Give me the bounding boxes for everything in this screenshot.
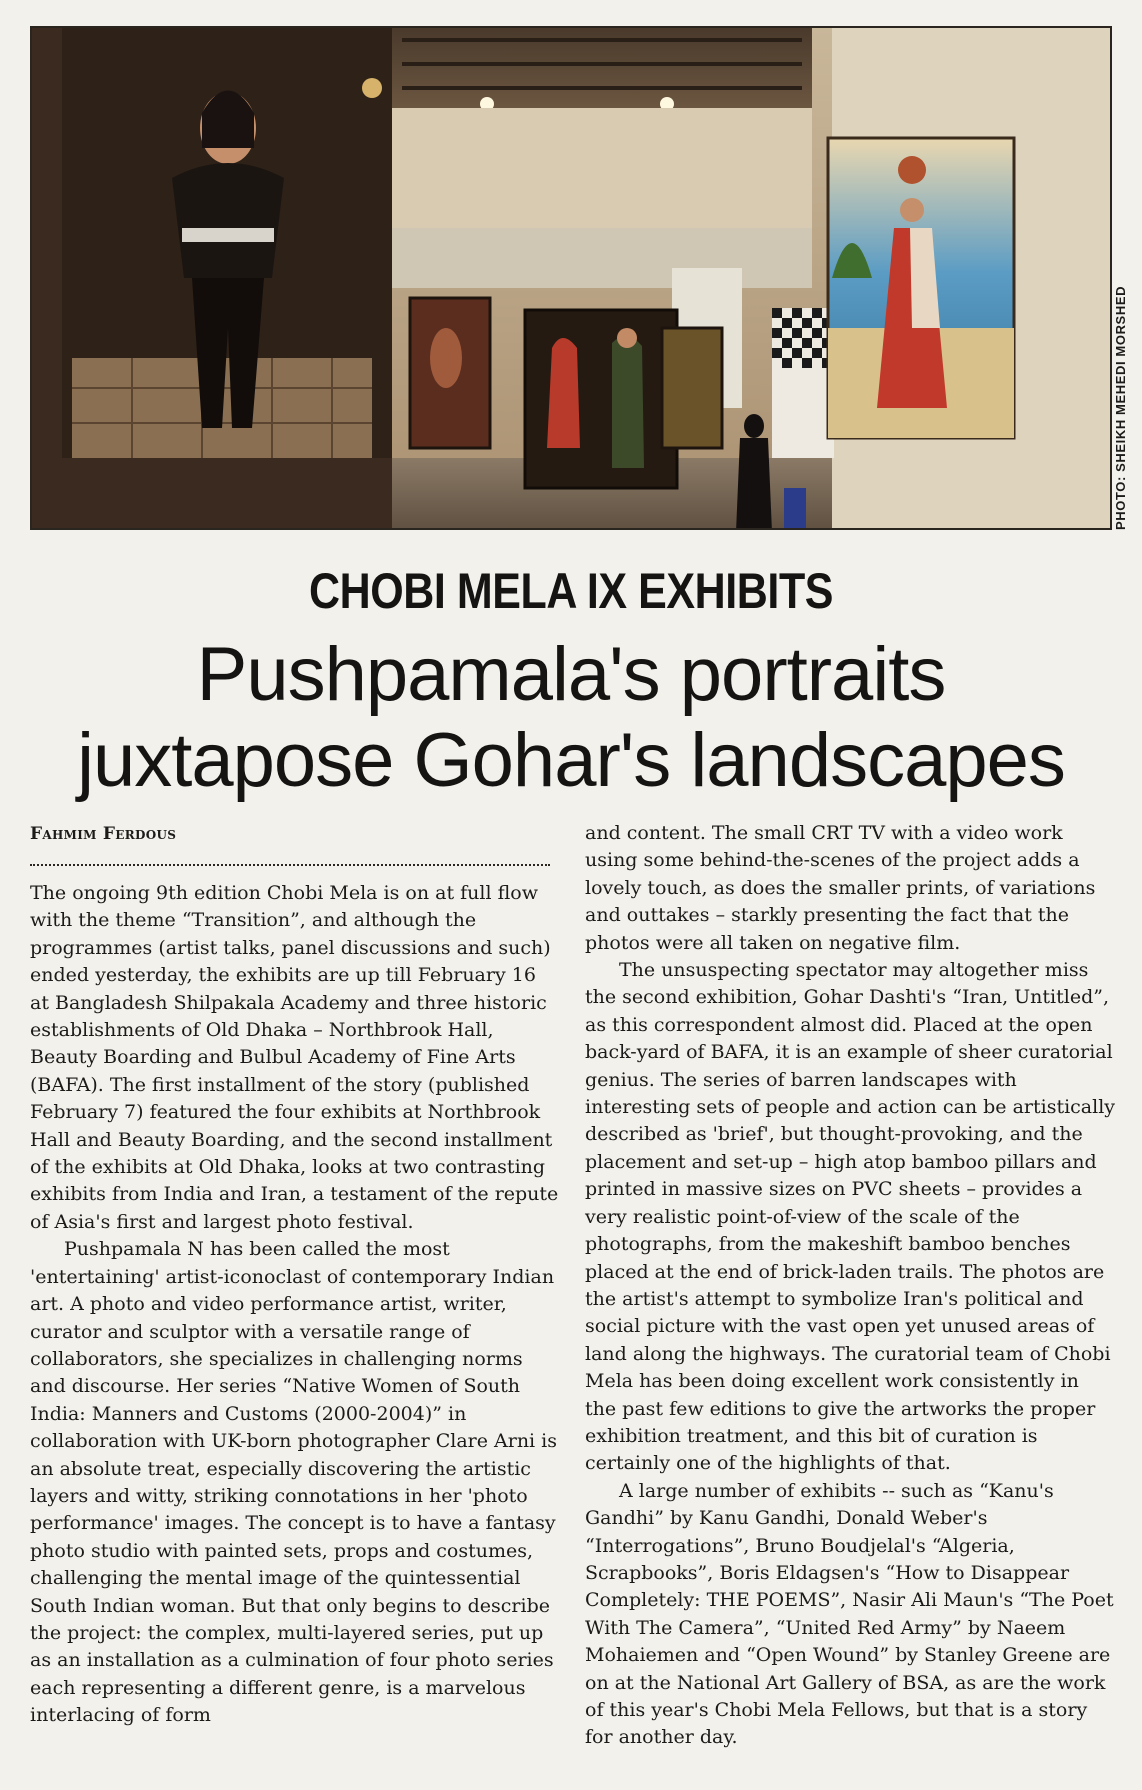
section-kicker: CHOBI MELA IX EXHIBITS — [308, 563, 834, 619]
headline-line-2: juxtapose Gohar's landscapes — [77, 718, 1065, 803]
exhibition-photo — [30, 26, 1112, 530]
headline-line-1: Pushpamala's portraits — [196, 632, 946, 717]
article-column-1 — [30, 880, 560, 1730]
paragraph: The unsuspecting spectator may altogether miss the second exhibition, Gohar Dashti's “Iran, Untitled”, as this correspondent almost did. Placed at the open back-yard of BAFA, it is an example of sheer curatorial genius. The series of barren landscapes with interesting sets of people and action can be artistically described as 'brief', but thought-provoking, and the placement and set-up – high atop bamboo pillars and printed in massive sizes on PVC sheets – provides a very realistic point-of-view of the scale of the photographs, from the makeshift bamboo benches placed at the end of brick-laden trails. The photos are the artist's attempt to symbolize Iran's political and social picture with the vast open yet unused areas of land along the highways. The curatorial team of Chobi Mela has been doing excellent work consistently in the past few editions to give the artworks the proper exhibition treatment, and this bit of curation is certainly one of the highlights of that. — [585, 959, 1116, 1475]
paragraph: The ongoing 9th edition Chobi Mela is on at full flow with the theme “Transition”, and although the programmes (artist talks, panel discussions and such) ended yesterday, the exhibits are up till February 16 at Bangladesh Shilpakala Academy and three historic establishments of Old Dhaka – Northbrook Hall, Beauty Boarding and Bulbul Academy of Fine Arts (BAFA). The first installment of the story (published February 7) featured the four exhibits at Northbrook Hall and Beauty Boarding, and the second installment of the exhibits at Old Dhaka, looks at two contrasting exhibits from India and Iran, a testament of the repute of Asia's first and largest photo festival. — [30, 882, 559, 1233]
paragraph: Pushpamala N has been called the most 'entertaining' artist-iconoclast of contemporary Indian art. A photo and video performance artist, writer, curator and sculptor with a versatile range of collaborators, she specializes in challenging norms and discourse. Her series “Native Women of South India: Manners and Customs (2000-2004)” in collaboration with UK-born photographer Clare Arni is an absolute treat, especially discovering the artistic layers and witty, striking connotations in her 'photo performance' images. The concept is to have a fantasy photo studio with painted sets, props and costumes, challenging the mental image of the quintessential South Indian woman. But that only begins to describe the project: the complex, multi-layered series, put up as an installation as a culmination of four photo series each representing a different genre, is a marvelous interlacing of form — [30, 1238, 557, 1727]
gallery-scene-illustration — [32, 28, 1112, 530]
article-column-2 — [585, 820, 1115, 1752]
headline — [0, 632, 1142, 804]
dotted-divider — [30, 864, 550, 866]
photo-credit: PHOTO: SHEIKH MEHEDI MORSHED — [1113, 285, 1128, 530]
paragraph: A large number of exhibits -- such as “Kanu's Gandhi” by Kanu Gandhi, Donald Weber's “Interrogations”, Bruno Boudjelal's “Algeria, Scrapbooks”, Boris Eldagsen's “How to Disappear Completely: THE POEMS”, Nasir Ali Maun's “The Poet With The Camera”, “United Red Army” by Naeem Mohaiemen and “Open Wound” by Stanley Greene are on at the National Art Gallery of BSA, as are the work of this year's Chobi Mela Fellows, but that is a story for another day. — [585, 1479, 1114, 1749]
paragraph: and content. The small CRT TV with a video work using some behind-the-scenes of the project adds a lovely touch, as does the smaller prints, of variations and outtakes – starkly presenting the fact that the photos were all taken on negative film. — [585, 822, 1096, 954]
byline: Fahmim Ferdous — [30, 824, 177, 844]
